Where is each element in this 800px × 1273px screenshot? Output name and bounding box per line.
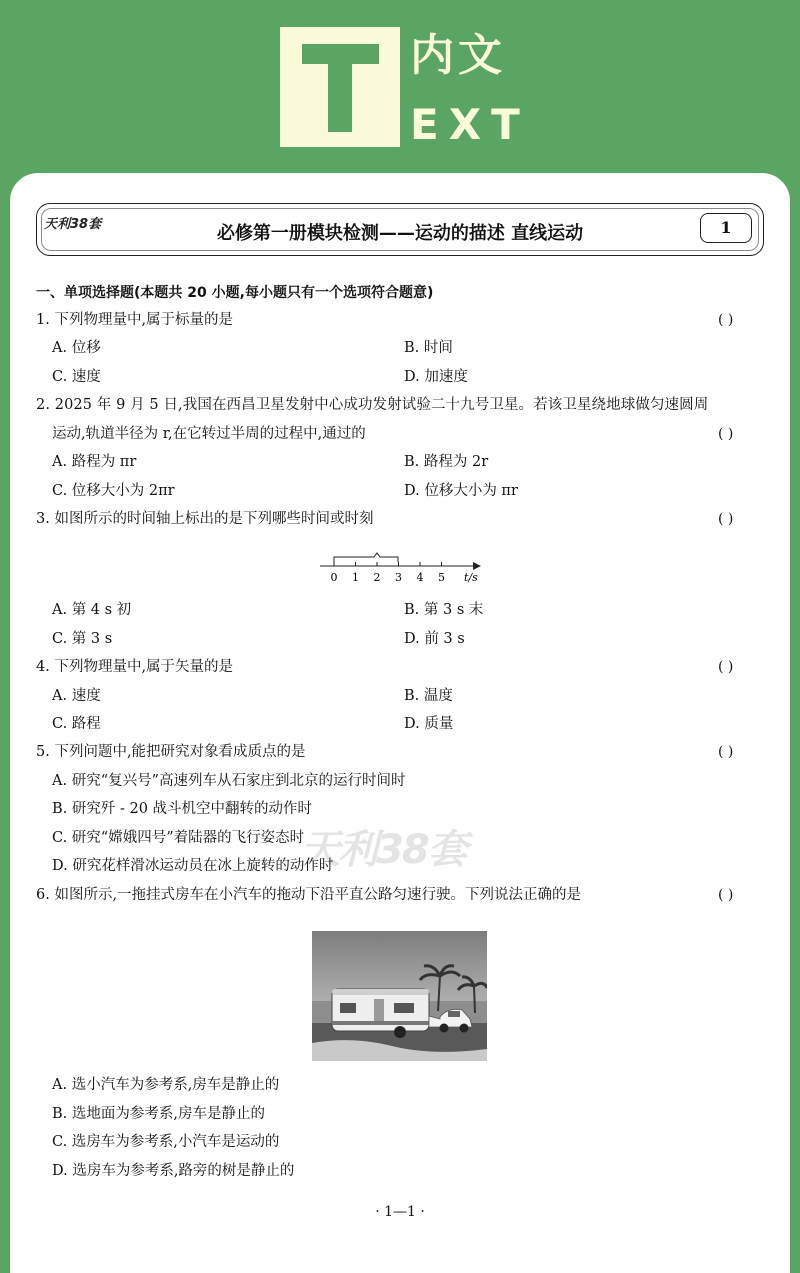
q5-answer-blank[interactable]: ( ) bbox=[718, 744, 734, 760]
time-axis-tick-label: 5 bbox=[438, 571, 445, 584]
q3-answer-blank[interactable]: ( ) bbox=[718, 511, 734, 527]
q5-option-d: D. 研究花样滑冰运动员在冰上旋转的动作时 bbox=[52, 858, 334, 874]
q4-answer-blank[interactable]: ( ) bbox=[718, 659, 734, 675]
time-axis-arrow bbox=[473, 562, 481, 570]
time-axis-tick-label: 3 bbox=[395, 571, 402, 584]
q2-stem-line2: 运动,轨道半径为 r,在它转过半周的过程中,通过的 bbox=[52, 426, 366, 442]
q5-option-c: C. 研究“嫦娥四号”着陆器的飞行姿态时 bbox=[52, 830, 305, 846]
banner-title-en: EXT bbox=[410, 100, 530, 149]
banner-logo-block bbox=[280, 27, 400, 147]
q3-stem: 3. 如图所示的时间轴上标出的是下列哪些时间或时刻 bbox=[36, 511, 374, 527]
q6-stem: 6. 如图所示,一拖挂式房车在小汽车的拖动下沿平直公路匀速行驶。下列说法正确的是 bbox=[36, 887, 582, 903]
q4-option-b: B. 温度 bbox=[404, 688, 453, 704]
trailer-car-photo bbox=[312, 931, 487, 1061]
time-axis-tick-label: 4 bbox=[416, 571, 424, 584]
time-axis-figure bbox=[318, 550, 488, 585]
page-number: · 1—1 · bbox=[375, 1204, 425, 1220]
publisher-watermark: 天利38套 bbox=[300, 827, 466, 873]
section-heading: 一、单项选择题(本题共 20 小题,每小题只有一个选项符合题意) bbox=[36, 285, 434, 301]
time-axis-tick-label: 1 bbox=[352, 571, 359, 584]
q3-option-d: D. 前 3 s bbox=[404, 631, 465, 647]
q1-option-a: A. 位移 bbox=[52, 340, 101, 356]
time-axis-tick-label: 2 bbox=[373, 571, 381, 584]
q5-stem: 5. 下列问题中,能把研究对象看成质点的是 bbox=[36, 744, 306, 760]
q6-option-b: B. 选地面为参考系,房车是静止的 bbox=[52, 1106, 265, 1122]
q1-option-c: C. 速度 bbox=[52, 369, 101, 385]
time-axis-label: t/s bbox=[464, 571, 478, 584]
q3-option-c: C. 第 3 s bbox=[52, 631, 113, 647]
q5-option-b: B. 研究歼 - 20 战斗机空中翻转的动作时 bbox=[52, 801, 313, 817]
q6-option-d: D. 选房车为参考系,路旁的树是静止的 bbox=[52, 1163, 295, 1179]
q6-option-c: C. 选房车为参考系,小汽车是运动的 bbox=[52, 1134, 280, 1150]
q5-option-a: A. 研究“复兴号”高速列车从石家庄到北京的运行时间时 bbox=[52, 773, 406, 789]
publisher-logo: 天利38套 bbox=[44, 217, 102, 232]
q6-answer-blank[interactable]: ( ) bbox=[718, 887, 734, 903]
banner-letter-t-stem bbox=[328, 44, 352, 132]
q4-stem: 4. 下列物理量中,属于矢量的是 bbox=[36, 659, 234, 675]
banner-title-cn: 内文 bbox=[410, 30, 506, 81]
time-axis-tick-label: 0 bbox=[330, 571, 338, 584]
q3-option-b: B. 第 3 s 末 bbox=[404, 602, 484, 618]
q2-option-a: A. 路程为 πr bbox=[52, 454, 137, 470]
q1-stem: 1. 下列物理量中,属于标量的是 bbox=[36, 312, 234, 328]
q1-answer-blank[interactable]: ( ) bbox=[718, 312, 734, 328]
q2-answer-blank[interactable]: ( ) bbox=[718, 426, 734, 442]
q4-option-c: C. 路程 bbox=[52, 716, 101, 732]
test-number-badge: 1 bbox=[700, 213, 752, 243]
q2-option-b: B. 路程为 2r bbox=[404, 454, 489, 470]
time-interval-brace bbox=[334, 553, 398, 562]
q3-option-a: A. 第 4 s 初 bbox=[52, 602, 132, 618]
q4-option-d: D. 质量 bbox=[404, 716, 454, 732]
q4-option-a: A. 速度 bbox=[52, 688, 101, 704]
q2-option-d: D. 位移大小为 πr bbox=[404, 483, 518, 499]
q1-option-b: B. 时间 bbox=[404, 340, 453, 356]
page-title: 必修第一册模块检测——运动的描述 直线运动 bbox=[216, 223, 584, 244]
q2-stem-line1: 2. 2025 年 9 月 5 日,我国在西昌卫星发射中心成功发射试验二十九号卫星。若该卫星绕地球做匀速圆周 bbox=[36, 397, 709, 413]
q6-option-a: A. 选小汽车为参考系,房车是静止的 bbox=[52, 1077, 280, 1093]
q2-option-c: C. 位移大小为 2πr bbox=[52, 483, 175, 499]
q1-option-d: D. 加速度 bbox=[404, 369, 468, 385]
